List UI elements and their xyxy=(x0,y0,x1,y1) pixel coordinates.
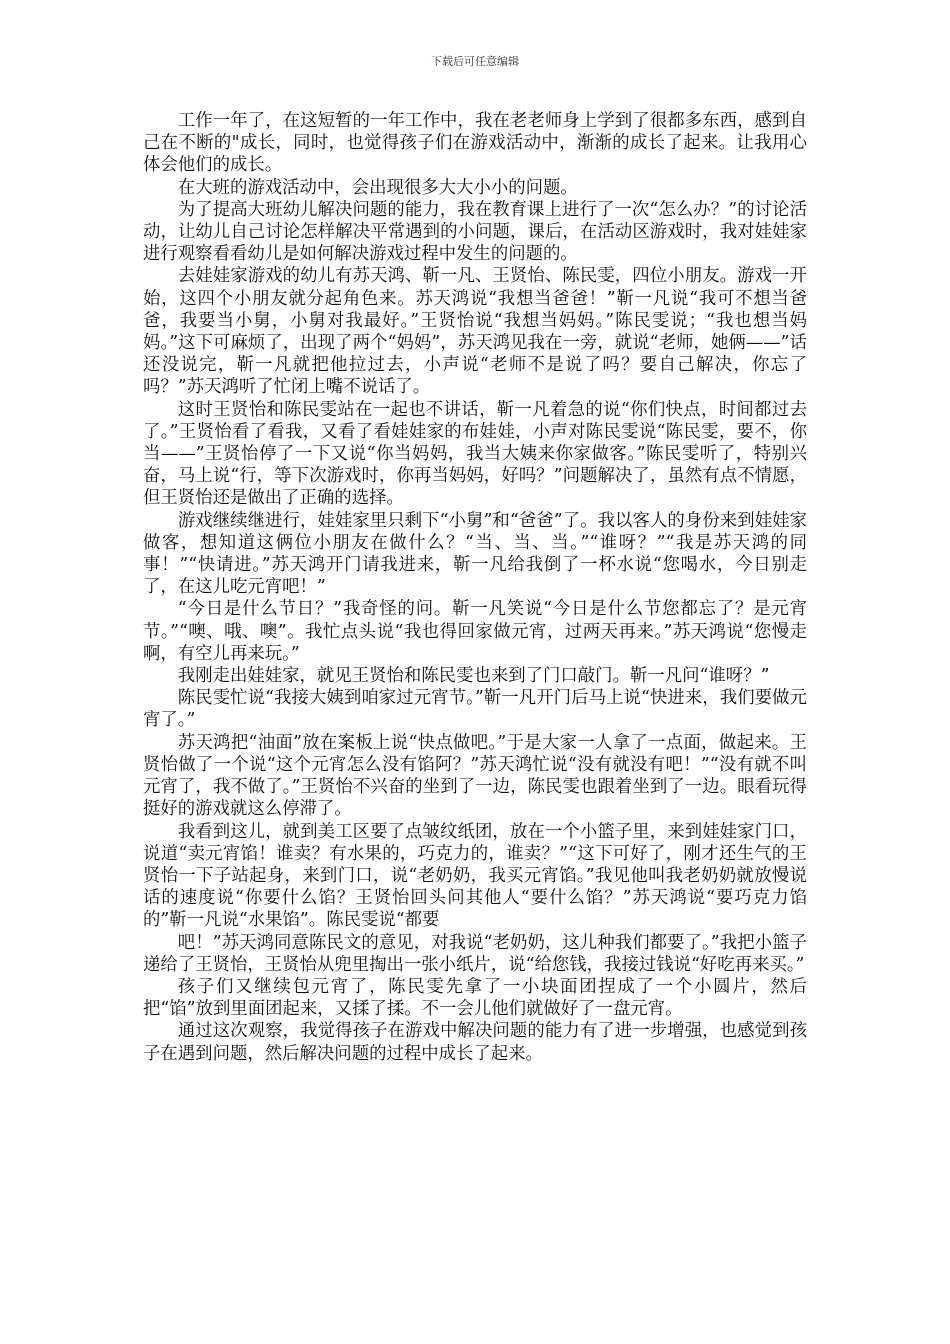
paragraph: 工作一年了，在这短暂的一年工作中，我在老老师身上学到了很都多东西，感到自己在不断的"成长，同时，也觉得孩子们在游戏活动中，渐渐的成长了起来。让我用心体会他们的成长。 xyxy=(143,111,807,176)
page-header: 下载后可任意编辑 xyxy=(431,55,519,68)
paragraph: 我看到这儿，就到美工区要了点皱纹纸团，放在一个小篮子里，来到娃娃家门口，说道“卖元宵馅！谁卖？有水果的，巧克力的，谁卖？”“这下可好了，刚才还生气的王贤怡一下子站起身，来到门口，说“老奶奶，我买元宵馅。”我见他叫我老奶奶就放慢说话的速度说“你要什么馅？王贤怡回头问其他人“要什么馅？”苏天鸿说“要巧克力馅的”靳一凡说“水果馅”。陈民雯说“都要 xyxy=(143,821,807,931)
paragraph: 游戏继续继进行，娃娃家里只剩下“小舅”和“爸爸”了。我以客人的身份来到娃娃家做客，想知道这俩位小朋友在做什么？“当、当、当。”“谁呀？”“我是苏天鸿的同事！”“快请进。”苏天鸿开门请我进来，靳一凡给我倒了一杯水说“您喝水，今日别走了，在这儿吃元宵吧！” xyxy=(143,510,807,598)
paragraph: 去娃娃家游戏的幼儿有苏天鸿、靳一凡、王贤怡、陈民雯，四位小朋友。游戏一开始，这四个小朋友就分起角色来。苏天鸿说“我想当爸爸！”靳一凡说“我可不想当爸爸，我要当小舅，小舅对我最好。”王贤怡说“我想当妈妈。”陈民雯说；“我也想当妈妈。”这下可麻烦了，出现了两个“妈妈”，苏天鸿见我在一旁，就说“老师，她俩——”话还没说完，靳一凡就把他拉过去，小声说“老师不是说了吗？要自己解决，你忘了吗？”苏天鸿听了忙闭上嘴不说话了。 xyxy=(143,266,807,398)
document-body xyxy=(143,110,807,1065)
paragraph: 在大班的游戏活动中，会出现很多大大小小的问题。 xyxy=(177,177,578,198)
paragraph: 为了提高大班幼儿解决问题的能力，我在教育课上进行了一次“怎么办？”的讨论活动，让幼儿自己讨论怎样解决平常遇到的小问题，课后，在活动区游戏时，我对娃娃家进行观察看看幼儿是如何解决游戏过程中发生的问题的。 xyxy=(143,199,807,265)
paragraph: 通过这次观察，我觉得孩子在游戏中解决问题的能力有了进一步增强，也感觉到孩子在遇到问题，然后解决问题的过程中成长了起来。 xyxy=(143,1021,807,1064)
paragraph: 吧！”苏天鸿同意陈民文的意见，对我说“老奶奶，这儿种我们都要了。”我把小篮子递给了王贤怡，王贤怡从兜里掏出一张小纸片，说“给您钱，我接过钱说“好吃再来买。” xyxy=(143,932,807,975)
paragraph: 孩子们又继续包元宵了，陈民雯先拿了一小块面团捏成了一个小圆片，然后把“馅”放到里面团起来，又揉了揉。不一会儿他们就做好了一盘元宵。 xyxy=(143,976,807,1020)
paragraph: 苏天鸿把“油面”放在案板上说“快点做吧。”于是大家一人拿了一点面，做起来。王贤怡做了一个说“这个元宵怎么没有馅阿？”苏天鸿忙说“没有就没有吧！”“没有就不叫元宵了，我不做了。”王贤怡不兴奋的坐到了一边，陈民雯也跟着坐到了一边。眼看玩得挺好的游戏就这么停滞了。 xyxy=(143,732,807,820)
paragraph: 陈民雯忙说“我接大姨到咱家过元宵节。”靳一凡开门后马上说“快进来，我们要做元宵了。” xyxy=(143,688,807,731)
paragraph: “今日是什么节日？”我奇怪的问。靳一凡笑说“今日是什么节您都忘了？是元宵节。”“噢、哦、噢”。我忙点头说“我也得回家做元宵，过两天再来。”苏天鸿说“您慢走啊，有空儿再来玩。” xyxy=(143,599,807,664)
paragraph: 我刚走出娃娃家，就见王贤怡和陈民雯也来到了门口敲门。靳一凡问“谁呀？” xyxy=(177,666,770,687)
paragraph: 这时王贤怡和陈民雯站在一起也不讲话，靳一凡着急的说“你们快点，时间都过去了。”王贤怡看了看我，又看了看娃娃家的布娃娃，小声对陈民雯说“陈民雯，要不，你当——”王贤怡停了一下又说“你当妈妈，我当大姨来你家做客。”陈民雯听了，特别兴奋，马上说“行，等下次游戏时，你再当妈妈，好吗？”问题解决了，虽然有点不情愿，但王贤怡还是做出了正确的选择。 xyxy=(143,399,807,509)
